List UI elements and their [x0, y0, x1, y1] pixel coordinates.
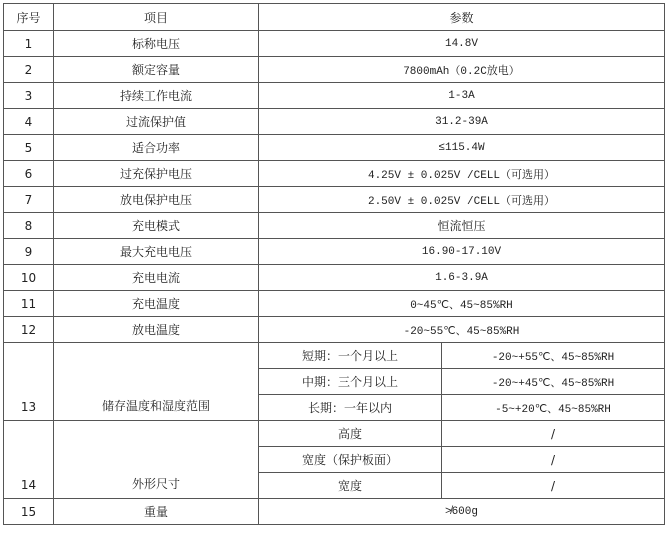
row-param: 31.2-39A — [259, 109, 665, 135]
row-seq: 10 — [4, 265, 54, 291]
table-row — [4, 291, 665, 317]
table-row — [4, 317, 665, 343]
dimensions-sub-label: 高度 — [259, 421, 442, 447]
table-row — [4, 421, 665, 447]
storage-sub-label: 长期：一年以内 — [259, 395, 442, 421]
dimensions-sub-label: 宽度（保护板面） — [259, 447, 442, 473]
row-item: 充电温度 — [54, 291, 259, 317]
row-param: 14.8V — [259, 31, 665, 57]
row-param: 恒流恒压 — [259, 213, 665, 239]
table-row — [4, 213, 665, 239]
storage-seq: 13 — [4, 343, 54, 421]
row-param: 7800mAh（0.2C放电） — [259, 57, 665, 83]
row-item: 充电电流 — [54, 265, 259, 291]
row-param: 1.6-3.9A — [259, 265, 665, 291]
dimensions-sub-label: 宽度 — [259, 473, 442, 499]
row-seq: 5 — [4, 135, 54, 161]
row-seq: 6 — [4, 161, 54, 187]
row-param: 1-3A — [259, 83, 665, 109]
dimensions-sub-value: / — [442, 447, 665, 473]
table-row — [4, 57, 665, 83]
row-seq: 1 — [4, 31, 54, 57]
table-row — [4, 135, 665, 161]
row-param: 16.90-17.10V — [259, 239, 665, 265]
weight-param: ≯600g — [259, 499, 665, 525]
row-seq: 3 — [4, 83, 54, 109]
row-param: 4.25V ± 0.025V /CELL（可选用） — [259, 161, 665, 187]
row-item: 额定容量 — [54, 57, 259, 83]
dimensions-item: 外形尺寸 — [54, 421, 259, 499]
row-item: 过流保护值 — [54, 109, 259, 135]
row-item: 适合功率 — [54, 135, 259, 161]
table-row — [4, 499, 665, 525]
table-row — [4, 31, 665, 57]
table-row — [4, 109, 665, 135]
weight-seq: 15 — [4, 499, 54, 525]
row-param: 0~45℃、45~85%RH — [259, 291, 665, 317]
row-seq: 7 — [4, 187, 54, 213]
table-row — [4, 265, 665, 291]
storage-item: 储存温度和湿度范围 — [54, 343, 259, 421]
storage-sub-label: 中期：三个月以上 — [259, 369, 442, 395]
row-param: -20~55℃、45~85%RH — [259, 317, 665, 343]
table-row — [4, 83, 665, 109]
storage-sub-value: -20~+55℃、45~85%RH — [442, 343, 665, 369]
row-item: 放电保护电压 — [54, 187, 259, 213]
row-item: 充电模式 — [54, 213, 259, 239]
table-row — [4, 187, 665, 213]
header-seq: 序号 — [4, 4, 54, 31]
table-row — [4, 343, 665, 369]
table-header-row — [4, 4, 665, 31]
row-item: 过充保护电压 — [54, 161, 259, 187]
storage-sub-label: 短期：一个月以上 — [259, 343, 442, 369]
row-item: 放电温度 — [54, 317, 259, 343]
row-param: 2.50V ± 0.025V /CELL（可选用） — [259, 187, 665, 213]
dimensions-seq: 14 — [4, 421, 54, 499]
row-seq: 4 — [4, 109, 54, 135]
row-seq: 2 — [4, 57, 54, 83]
row-item: 持续工作电流 — [54, 83, 259, 109]
header-param: 参数 — [259, 4, 665, 31]
row-seq: 8 — [4, 213, 54, 239]
row-param: ≤115.4W — [259, 135, 665, 161]
row-item: 最大充电电压 — [54, 239, 259, 265]
storage-sub-value: -20~+45℃、45~85%RH — [442, 369, 665, 395]
table-row — [4, 161, 665, 187]
header-item: 项目 — [54, 4, 259, 31]
storage-sub-value: -5~+20℃、45~85%RH — [442, 395, 665, 421]
dimensions-sub-value: / — [442, 421, 665, 447]
row-seq: 11 — [4, 291, 54, 317]
row-seq: 9 — [4, 239, 54, 265]
row-seq: 12 — [4, 317, 54, 343]
weight-item: 重量 — [54, 499, 259, 525]
row-item: 标称电压 — [54, 31, 259, 57]
dimensions-sub-value: / — [442, 473, 665, 499]
table-row — [4, 239, 665, 265]
battery-spec-table — [3, 3, 665, 525]
